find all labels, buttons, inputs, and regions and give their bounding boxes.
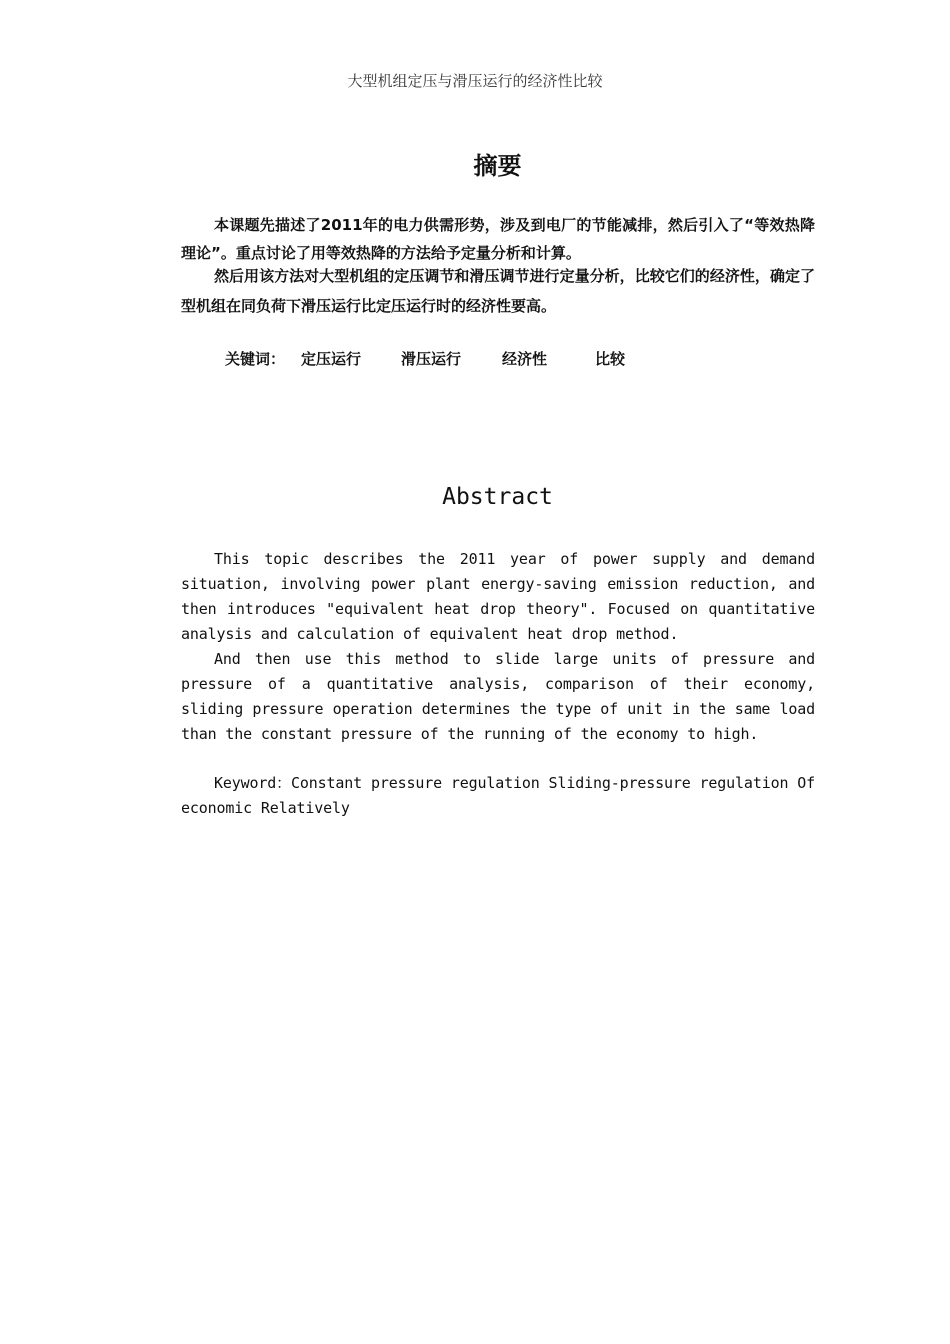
chinese-abstract-paragraph-2: 然后用该方法对大型机组的定压调节和滑压调节进行定量分析，比较它们的经济性，确定了型机组在同负荷下滑压运行比定压运行时的经济性要高。 xyxy=(181,267,815,315)
english-abstract-title: Abstract xyxy=(442,484,553,510)
chinese-abstract-paragraph-1: 本课题先描述了2011年的电力供需形势，涉及到电厂的节能减排，然后引入了“等效热降理论”。重点讨论了用等效热降的方法给予定量分析和计算。 xyxy=(181,216,815,262)
english-abstract-paragraph-2: And then use this method to slide large units of pressure and pressure of a quantitative analysis, comparison of their economy, sliding pressure operation determines the type of unit in the same load than the constant pressure of the running of the economy to high. xyxy=(181,650,815,743)
keyword-item: 滑压运行 xyxy=(401,350,462,368)
chinese-keywords xyxy=(225,348,625,369)
keywords-label: 关键词： xyxy=(225,350,286,368)
keyword-item: 经济性 xyxy=(502,350,548,368)
english-abstract-paragraph-1: This topic describes the 2011 year of power supply and demand situation, involving power plant energy-saving emission reduction, and then introduces "equivalent heat drop theory". Focused on quantitative analysis and calculation of equivalent heat drop method. xyxy=(181,550,815,643)
keyword-item: 比较 xyxy=(595,350,626,368)
chinese-abstract-title: 摘要 xyxy=(473,152,522,180)
running-header: 大型机组定压与滑压运行的经济性比较 xyxy=(347,72,603,90)
english-keywords: Keyword：Constant pressure regulation Sliding-pressure regulation Of economic Relatively xyxy=(181,774,815,817)
keyword-item: 定压运行 xyxy=(301,350,362,368)
